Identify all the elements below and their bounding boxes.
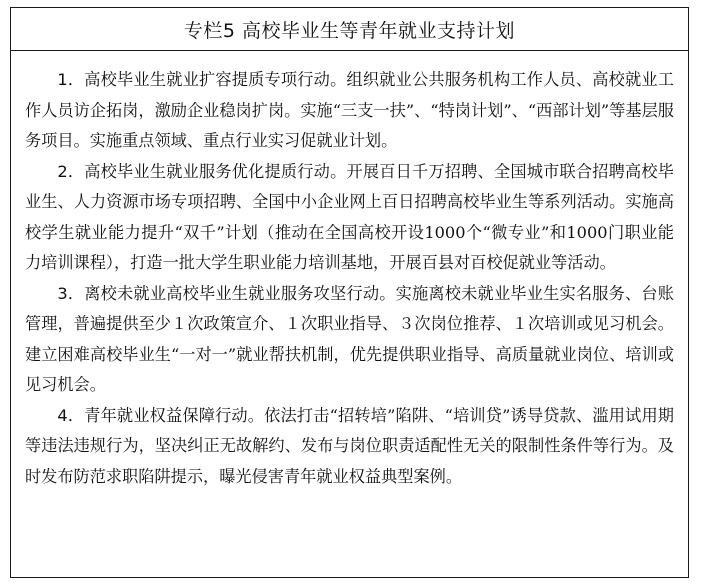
item-paragraph-3 <box>25 279 674 401</box>
item-body-3: 实施离校未就业毕业生实名服务、台账管理，普遍提供至少１次政策宣介、１次职业指导、３次岗位推荐、１次培训或见习机会。建立困难高校毕业生“一对一”就业帮扶机制，优先提供职业指导、高质量就业岗位、培训或见习机会。 <box>25 283 674 394</box>
column-title: 专栏5 高校毕业生等青年就业支持计划 <box>11 8 688 51</box>
item-body-2: 开展百日千万招聘、全国城市联合招聘高校毕业生、人力资源市场专项招聘、全国中小企业网上百日招聘高校毕业生等系列活动。实施高校学生就业能力提升“双千”计划（推动在全国高校开设1000个“微专业”和1000门职业能力培训课程），打造一批大学生职业能力培训基地，开展百县对百校促就业等活动。 <box>25 161 674 272</box>
column-box <box>10 7 689 578</box>
item-heading-1: 1．高校毕业生就业扩容提质专项行动。 <box>57 70 347 89</box>
item-heading-4: 4．青年就业权益保障行动。 <box>57 405 265 425</box>
item-paragraph-1 <box>25 65 674 157</box>
item-paragraph-2 <box>25 157 674 279</box>
column-content <box>11 51 688 492</box>
item-heading-2: 2．高校毕业生就业服务优化提质行动。 <box>57 161 347 181</box>
item-heading-3: 3．离校未就业高校毕业生就业服务攻坚行动。 <box>57 283 396 303</box>
item-body-4: 依法打击“招转培”陷阱、“培训贷”诱导贷款、滥用试用期等违法违规行为，坚决纠正无故解约、发布与岗位职责适配性无关的限制性条件等行为。及时发布防范求职陷阱提示，曝光侵害青年就业权益典型案例。 <box>25 405 674 486</box>
item-paragraph-4 <box>25 401 674 493</box>
item-body-1: 组织就业公共服务机构工作人员、高校就业工作人员访企拓岗，激励企业稳岗扩岗。实施“三支一扶”、“特岗计划”、“西部计划”等基层服务项目。实施重点领域、重点行业实习促就业计划。 <box>25 70 674 150</box>
